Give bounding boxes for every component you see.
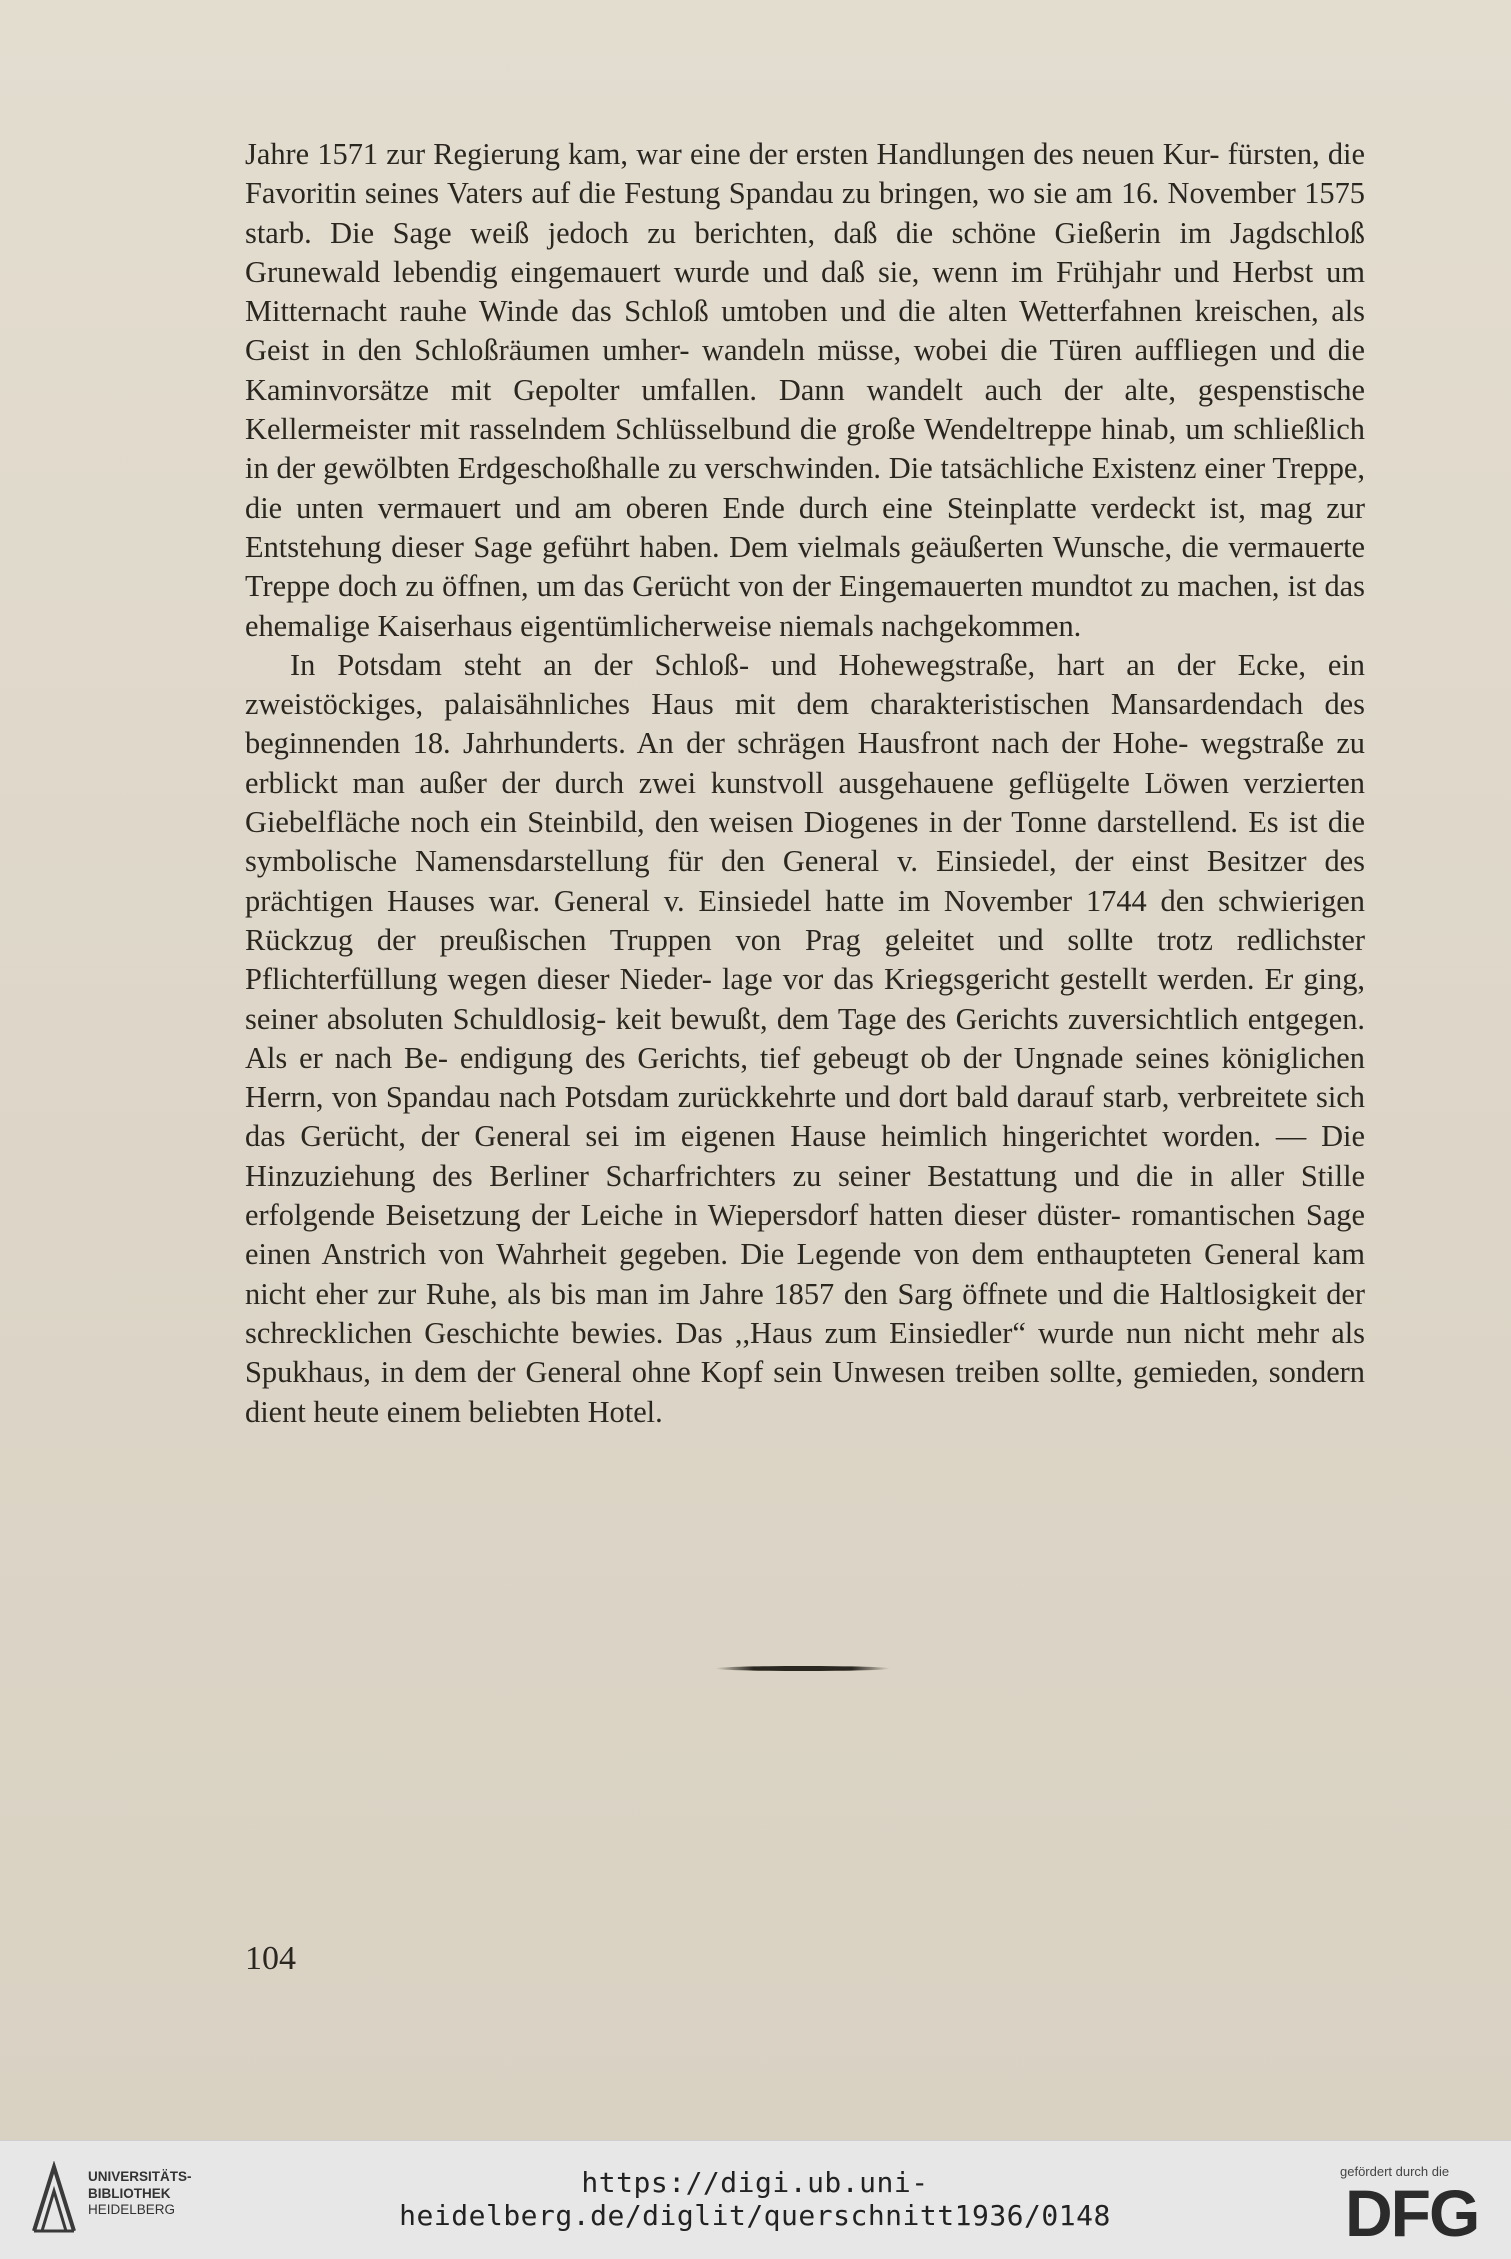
library-logo-icon (30, 2161, 78, 2237)
library-name-line2: BIBLIOTHEK (88, 2185, 171, 2201)
library-name (88, 2169, 192, 2219)
funding-caption: gefördert durch die (1340, 2164, 1450, 2179)
body-text (245, 135, 1365, 1432)
paragraph-2: In Potsdam steht an der Schloß- und Hohewegstraße, hart an der Ecke, ein zweistöckiges, palaisähnliches Haus mit dem charakteristischen Mansardendach des beginnenden 18. Jahrhunderts. An der schrägen Hausfront nach der Hohe- wegstraße zu erblickt man außer der durch zwei kunstvoll ausgehauene geflügelte Löwen verzierten Giebelfläche noch ein Steinbild, den weisen Diogenes in der Tonne darstellend. Es ist die symbolische Namensdarstellung für den General v. Einsiedel, der einst Besitzer des prächtigen Hauses war. General v. Einsiedel hatte im November 1744 den schwierigen Rückzug der preußischen Truppen von Prag geleitet und sollte trotz redlichster Pflichterfüllung wegen dieser Nieder- lage vor das Kriegsgericht gestellt werden. Er ging, seiner absoluten Schuldlosig- keit bewußt, dem Tage des Gerichts zuversichtlich entgegen. Als er nach Be- endigung des Gerichts, tief gebeugt ob der Ungnade seines königlichen Herrn, von Spandau nach Potsdam zurückkehrte und dort bald darauf starb, verbreitete sich das Gerücht, der General sei im eigenen Hause heimlich hingerichtet worden. — Die Hinzuziehung des Berliner Scharfrichters zu seiner Bestattung und die in aller Stille erfolgende Beisetzung der Leiche in Wiepersdorf hatten dieser düster- romantischen Sage einen Anstrich von Wahrheit gegeben. Die Legende von dem enthaupteten General kam nicht eher zur Ruhe, als bis man im Jahre 1857 den Sarg öffnete und die Haltlosigkeit der schrecklichen Geschichte bewies. Das ,,Haus zum Einsiedler“ wurde nun nicht mehr als Spukhaus, in dem der General ohne Kopf sein Unwesen treiben sollte, gemieden, sondern dient heute einem beliebten Hotel. (245, 647, 1365, 1429)
library-name-line3: HEIDELBERG (88, 2202, 176, 2217)
dfg-logo: DFG (1345, 2176, 1479, 2250)
permalink-url[interactable]: https://digi.ub.uni-heidelberg.de/diglit/querschnitt1936/0148 (399, 2166, 1111, 2232)
paragraph-1: Jahre 1571 zur Regierung kam, war eine der ersten Handlungen des neuen Kur- fürsten, die Favoritin seines Vaters auf die Festung Spandau zu bringen, wo sie am 16. November 1575 starb. Die Sage weiß jedoch zu berichten, daß die schöne Gießerin im Jagdschloß Grunewald lebendig eingemauert wurde und daß sie, wenn im Frühjahr und Herbst um Mitternacht rauhe Winde das Schloß umtoben und die alten Wetterfahnen kreischen, als Geist in den Schloßräumen umher- wandeln müsse, wobei die Türen auffliegen und die Kaminvorsätze mit Gepolter umfallen. Dann wandelt auch der alte, gespenstische Kellermeister mit rasselndem Schlüsselbund die große Wendeltreppe hinab, um schließlich in der gewölbten Erdgeschoßhalle zu verschwinden. Die tatsächliche Existenz einer Treppe, die unten vermauert und am oberen Ende durch eine Steinplatte verdeckt ist, mag zur Entstehung dieser Sage geführt haben. Dem vielmals geäußerten Wunsche, die vermauerte Treppe doch zu öffnen, um das Gerücht von der Eingemauerten mundtot zu machen, ist das ehemalige Kaiserhaus eigentümlicherweise niemals nachgekommen. (245, 137, 1365, 643)
library-name-line1: UNIVERSITÄTS- (88, 2169, 192, 2184)
page-number: 104 (245, 1940, 296, 1977)
end-ornament-rule (715, 1666, 890, 1671)
